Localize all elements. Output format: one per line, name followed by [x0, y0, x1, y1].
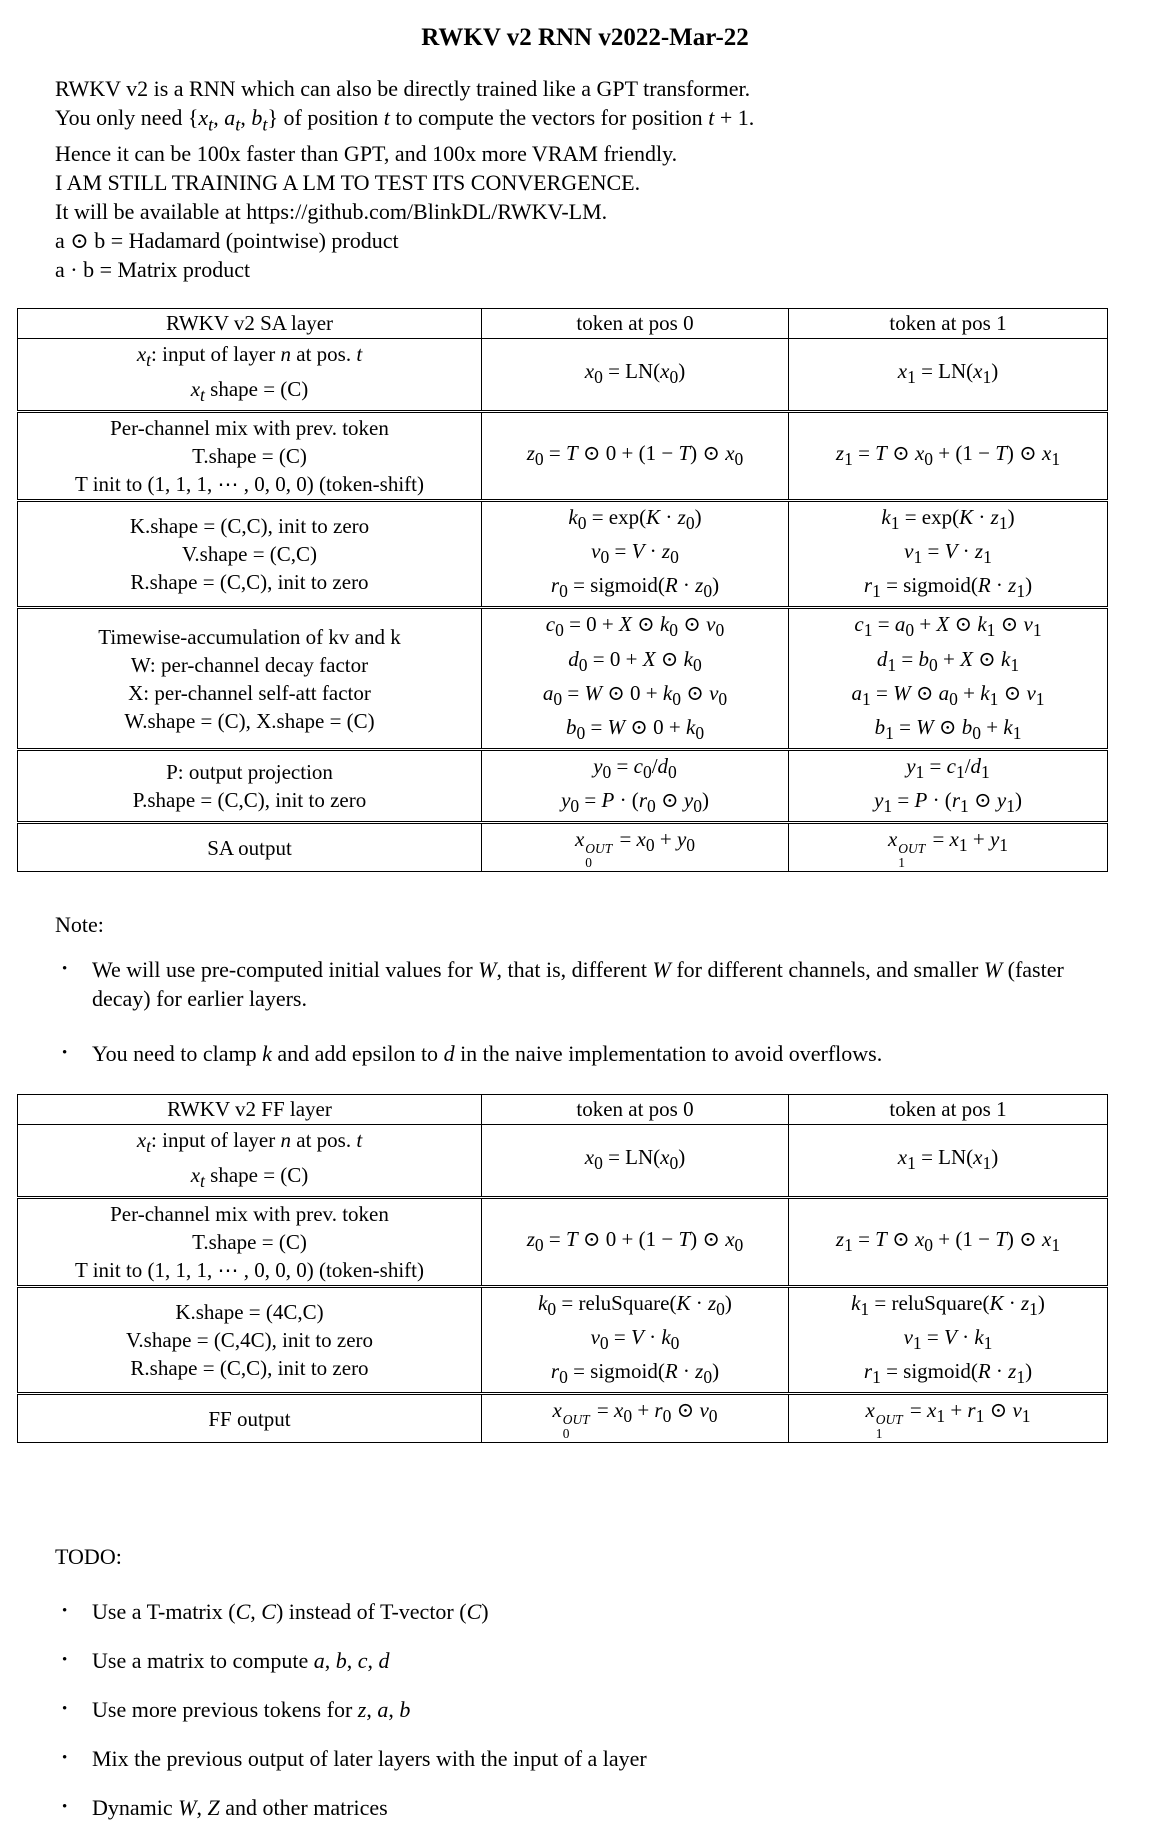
row-pos0-formula: $z_0 = T$ ⊙ 0 + (1 − T) ⊙ $x_0$: [482, 1197, 789, 1286]
intro-line: You only need {$x_t$, $a_t$, $b_t$} of position t to compute the vectors for position t + 1.: [55, 105, 755, 135]
todo-heading: TODO:: [55, 1544, 122, 1570]
intro-line: I AM STILL TRAINING A LM TO TEST ITS CONVERGENCE.: [55, 170, 641, 196]
row-pos1-formula: x OUT 1 = $x_1 + r_1$ ⊙ $v_1$: [789, 1394, 1108, 1443]
ff-table-header-pos1: token at pos 1: [789, 1095, 1108, 1125]
note-bullet-text: We will use pre-computed initial values for W, that is, different W for different channels, and smaller W (faster decay) for earlier layers.: [92, 957, 1064, 1012]
row-pos1-formula: $y_1 = c_1/d_1$ $y_1 = P \cdot (r_1$ ⊙ $y_1$): [789, 750, 1108, 823]
ff-table-header-row: [18, 1095, 1108, 1125]
todo-bullet-text: Use a T-matrix (C, C) instead of T-vector (C): [92, 1599, 489, 1625]
row-pos0-formula: $x_0 = LN(x_0)$: [482, 1125, 789, 1197]
ff-row-kvr: [18, 1286, 1108, 1394]
note-bullet: [62, 1039, 1106, 1068]
row-pos1-formula: $k_1 = \exp(K \cdot z_1)$ $v_1 = V \cdot z_1$ $r_1$ = sigmoid(R · $z_1$): [789, 500, 1108, 608]
note-heading: Note:: [55, 912, 104, 938]
sa-row-output: [18, 823, 1108, 872]
bullet-icon: •: [62, 1799, 68, 1816]
row-pos1-formula: $k_1$ = reluSquare(K · $z_1$) $v_1 = V \cdot k_1$ $r_1$ = sigmoid(R · $z_1$): [789, 1286, 1108, 1394]
row-description: SA output: [18, 823, 482, 872]
row-description: K.shape = (4C,C) V.shape = (C,4C), init to zero R.shape = (C,C), init to zero: [18, 1286, 482, 1394]
todo-bullet: [62, 1695, 1106, 1724]
ff-row-input: [18, 1125, 1108, 1197]
row-pos0-formula: x OUT 0 = $x_0 + r_0$ ⊙ $v_0$: [482, 1394, 789, 1443]
intro-line: RWKV v2 is a RNN which can also be directly trained like a GPT transformer.: [55, 76, 751, 101]
bullet-icon: •: [62, 1701, 68, 1718]
row-pos0-formula: $x_0 = LN(x_0)$: [482, 339, 789, 411]
row-pos0-formula: $k_0 = \exp(K \cdot z_0)$ $v_0 = V \cdot z_0$ $r_0$ = sigmoid(R · $z_0$): [482, 500, 789, 608]
sa-row-kvr: [18, 500, 1108, 608]
bullet-icon: •: [62, 1652, 68, 1669]
row-description: Per-channel mix with prev. token T.shape = (C) T init to (1, 1, 1, ⋯ , 0, 0, 0) (token-shift): [18, 411, 482, 500]
row-pos0-formula: $y_0 = c_0/d_0$ $y_0 = P \cdot (r_0$ ⊙ $y_0$): [482, 750, 789, 823]
todo-bullet: [62, 1646, 1106, 1675]
bullet-icon: •: [62, 1603, 68, 1620]
ff-layer-table: [17, 1094, 1108, 1443]
page-title: RWKV v2 RNN v2022-Mar-22: [421, 24, 749, 51]
row-pos1-formula: $z_1 = T$ ⊙ $x_0 + (1 - T)$ ⊙ $x_1$: [789, 411, 1108, 500]
row-description: $x_t$: input of layer n at pos. t $x_t$ shape = (C): [18, 339, 482, 411]
row-description: P: output projection P.shape = (C,C), init to zero: [18, 750, 482, 823]
row-pos1-formula: x OUT 1 = $x_1 + y_1$: [789, 823, 1108, 872]
ff-row-output: [18, 1394, 1108, 1443]
sa-table-header-layer: RWKV v2 SA layer: [18, 309, 482, 339]
intro-line-hadamard-def: a ⊙ b = Hadamard (pointwise) product: [55, 228, 399, 254]
ff-table-header-layer: RWKV v2 FF layer: [18, 1095, 482, 1125]
sa-table-header-row: [18, 309, 1108, 339]
bullet-icon: •: [62, 1750, 68, 1767]
bullet-icon: •: [62, 1045, 68, 1062]
todo-bullet-text: Use more previous tokens for z, a, b: [92, 1697, 411, 1723]
row-pos1-formula: $z_1 = T$ ⊙ $x_0 + (1 - T)$ ⊙ $x_1$: [789, 1197, 1108, 1286]
bullet-icon: •: [62, 961, 68, 978]
intro-paragraph: [55, 74, 1110, 284]
sa-row-token-mix: [18, 411, 1108, 500]
todo-bullet: [62, 1744, 1106, 1773]
note-bullet-text: You need to clamp k and add epsilon to d in the naive implementation to avoid overflows.: [92, 1041, 883, 1067]
todo-bullet-text: Mix the previous output of later layers with the input of a layer: [92, 1746, 647, 1772]
sa-row-timewise-accumulation: [18, 608, 1108, 750]
note-list: [0, 955, 1170, 1068]
sa-table-header-pos0: token at pos 0: [482, 309, 789, 339]
row-pos1-formula: $c_1 = a_0 + X$ ⊙ $k_1$ ⊙ $v_1$ $d_1 = b_0 + X$ ⊙ $k_1$ $a_1 = W$ ⊙ $a_0 + k_1$ ⊙ $v_1$ $b_1 = W$ ⊙ $b_0 + k_1$: [789, 608, 1108, 750]
intro-line-matrix-def: a · b = Matrix product: [55, 257, 251, 283]
row-pos0-formula: $z_0 = T$ ⊙ 0 + (1 − T) ⊙ $x_0$: [482, 411, 789, 500]
row-pos1-formula: $x_1 = LN(x_1)$: [789, 1125, 1108, 1197]
row-pos0-formula: $k_0$ = reluSquare(K · $z_0$) $v_0 = V \cdot k_0$ $r_0$ = sigmoid(R · $z_0$): [482, 1286, 789, 1394]
todo-bullet: [62, 1793, 1106, 1822]
sa-layer-table: [17, 308, 1108, 872]
intro-line: Hence it can be 100x faster than GPT, and 100x more VRAM friendly.: [55, 141, 678, 167]
todo-bullet: [62, 1597, 1106, 1626]
row-pos1-formula: $x_1 = LN(x_1)$: [789, 339, 1108, 411]
ff-table-header-pos0: token at pos 0: [482, 1095, 789, 1125]
sa-row-output-projection: [18, 750, 1108, 823]
note-bullet: [62, 955, 1106, 1013]
row-pos0-formula: x OUT 0 = $x_0 + y_0$: [482, 823, 789, 872]
document-page: [0, 24, 1170, 1822]
sa-row-input: [18, 339, 1108, 411]
ff-row-token-mix: [18, 1197, 1108, 1286]
row-description: $x_t$: input of layer n at pos. t $x_t$ shape = (C): [18, 1125, 482, 1197]
todo-bullet-text: Use a matrix to compute a, b, c, d: [92, 1648, 390, 1674]
row-description: Per-channel mix with prev. token T.shape = (C) T init to (1, 1, 1, ⋯ , 0, 0, 0) (token-shift): [18, 1197, 482, 1286]
todo-list: [0, 1597, 1170, 1822]
sa-table-header-pos1: token at pos 1: [789, 309, 1108, 339]
todo-bullet-text: Dynamic W, Z and other matrices: [92, 1795, 388, 1821]
row-pos0-formula: $c_0 = 0 + X$ ⊙ $k_0$ ⊙ $v_0$ $d_0 = 0 + X$ ⊙ $k_0$ $a_0 = W$ ⊙ $0 + k_0$ ⊙ $v_0$ $b_0 = W$ ⊙ $0 + k_0$: [482, 608, 789, 750]
row-description: K.shape = (C,C), init to zero V.shape = (C,C) R.shape = (C,C), init to zero: [18, 500, 482, 608]
row-description: Timewise-accumulation of kv and k W: per-channel decay factor X: per-channel self-att factor W.shape = (C), X.shape = (C): [18, 608, 482, 750]
row-description: FF output: [18, 1394, 482, 1443]
intro-line-repo-url: It will be available at https://github.com/BlinkDL/RWKV-LM.: [55, 199, 608, 225]
